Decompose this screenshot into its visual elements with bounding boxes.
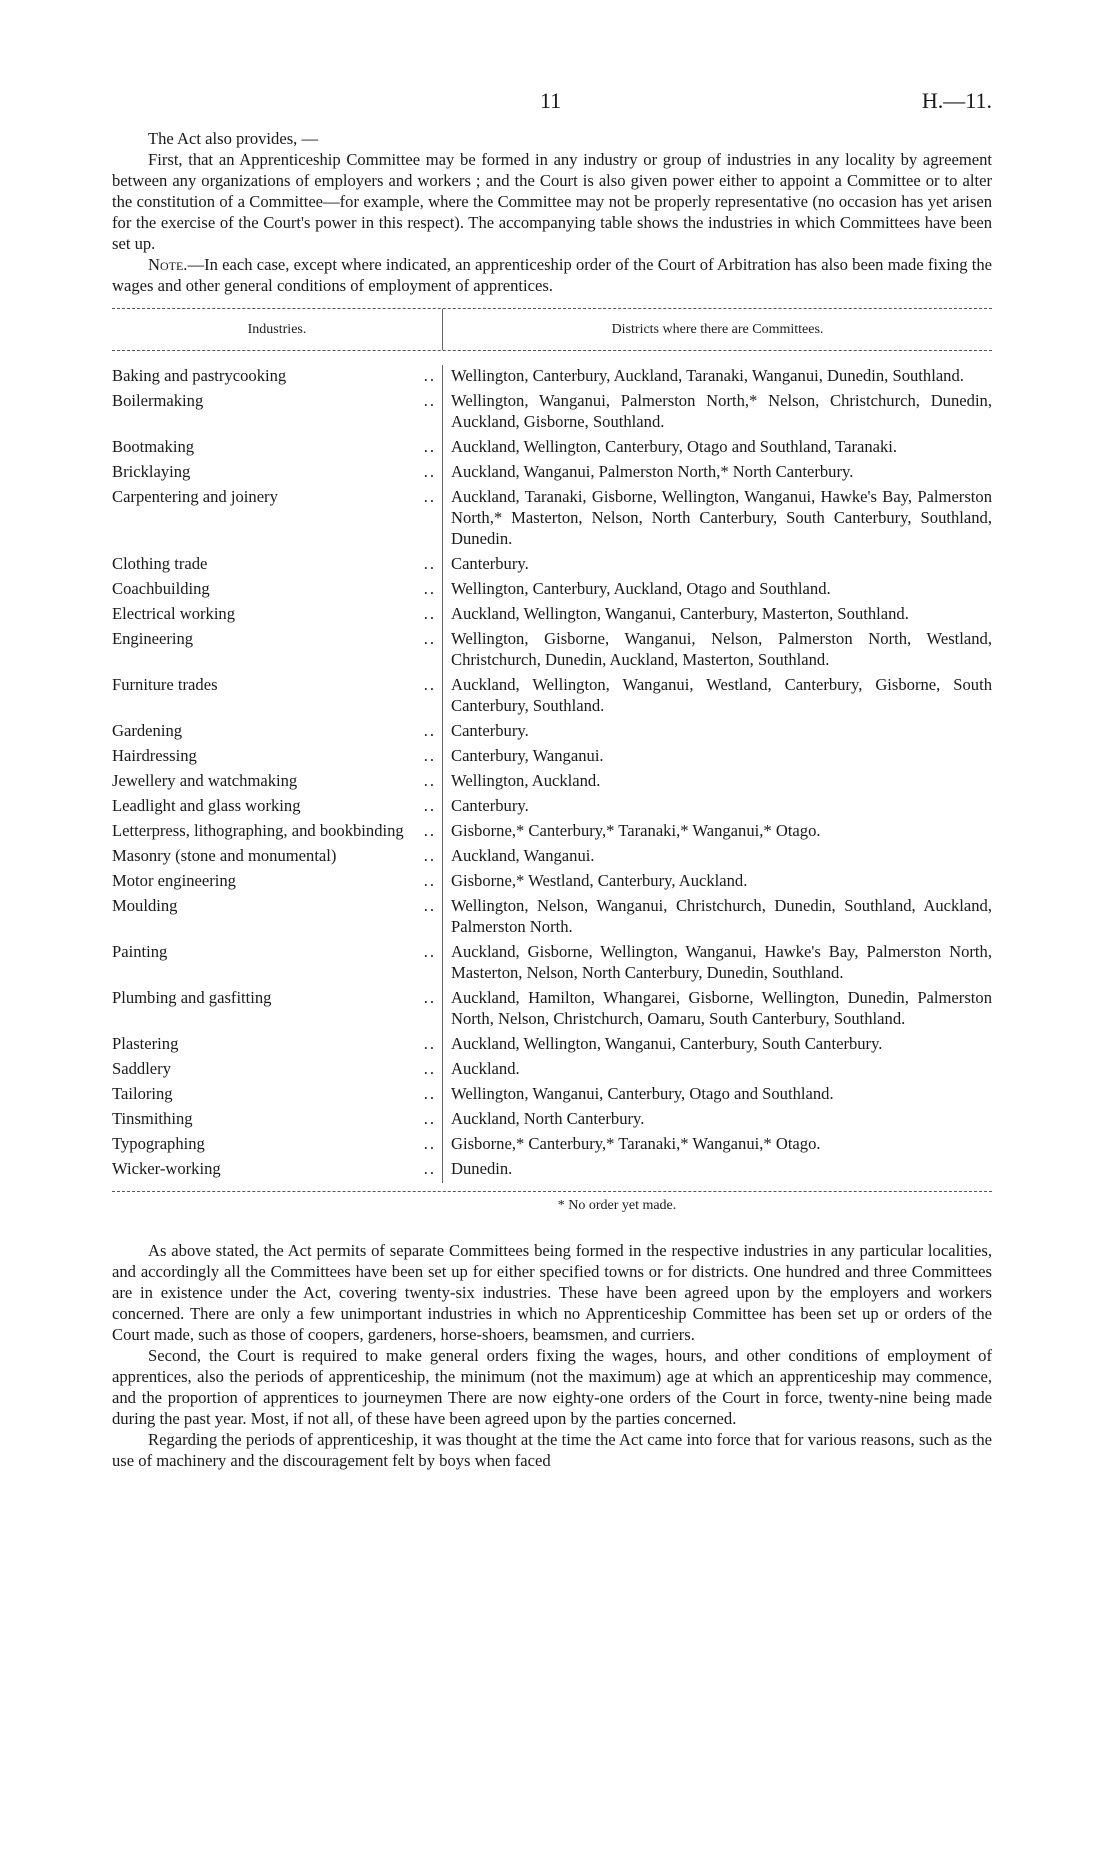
leader-dots: .. [423, 391, 436, 410]
industry-cell [112, 1058, 443, 1083]
leader-dots: .. [423, 796, 436, 815]
body-paragraph-1: As above stated, the Act permits of separate Committees being formed in the respective industries in any particular localities, and accordingly all the Committees have been set up for either specified towns or for districts. One hundred and three Committees are in existence under the Act, covering twenty-six industries. These have been agreed upon by the employers and workers concerned. There are only a few unimportant industries in which no Apprenticeship Committee has been set up or orders of the Court made, such as those of coopers, gardeners, horse-shoers, beamsmen, and curriers. [112, 1241, 992, 1344]
districts-cell: Auckland, Wellington, Wanganui, Westland, Canterbury, Gisborne, South Canterbury, Southland. [451, 675, 992, 715]
districts-cell: Gisborne,* Westland, Canterbury, Auckland. [451, 871, 748, 890]
industry-name: Tailoring [112, 1084, 173, 1103]
leader-dots: .. [423, 675, 436, 694]
districts-cell: Wellington, Canterbury, Auckland, Taranaki, Wanganui, Dunedin, Southland. [451, 366, 964, 385]
leader-dots: .. [423, 871, 436, 890]
table-row [112, 553, 992, 578]
districts-cell: Canterbury, Wanganui. [451, 746, 604, 765]
leader-dots: .. [423, 437, 436, 456]
table-row [112, 1033, 992, 1058]
districts-cell: Wellington, Nelson, Wanganui, Christchurch, Dunedin, Southland, Auckland, Palmerston North. [451, 896, 992, 936]
table-row [112, 845, 992, 870]
leader-dots: .. [423, 1159, 436, 1178]
leader-dots: .. [423, 462, 436, 481]
table-row [112, 1108, 992, 1133]
table-row [112, 941, 992, 987]
industry-cell [112, 870, 443, 895]
table-row [112, 820, 992, 845]
districts-cell: Auckland, Wanganui. [451, 846, 595, 865]
industry-cell [112, 578, 443, 603]
table-header-rule [112, 350, 992, 351]
leader-dots: .. [423, 1134, 436, 1153]
industry-name: Bootmaking [112, 437, 195, 456]
industry-cell [112, 365, 443, 390]
industry-name: Coachbuilding [112, 579, 210, 598]
leader-dots: .. [423, 988, 436, 1007]
districts-cell: Wellington, Auckland. [451, 771, 601, 790]
leader-dots: .. [423, 554, 436, 573]
industry-name: Leadlight and glass working [112, 796, 301, 815]
industry-name: Gardening [112, 721, 183, 740]
districts-cell: Wellington, Gisborne, Wanganui, Nelson, Palmerston North, Westland, Christchurch, Dunedin, Auckland, Masterton, Southland. [451, 629, 992, 669]
districts-cell: Dunedin. [451, 1159, 513, 1178]
table-footnote: * No order yet made. [557, 1198, 677, 1213]
industry-name: Engineering [112, 629, 194, 648]
leader-dots: .. [423, 366, 436, 385]
table-row [112, 1058, 992, 1083]
industry-cell [112, 745, 443, 770]
industry-name: Baking and pastrycooking [112, 366, 287, 385]
industry-name: Hairdressing [112, 746, 197, 765]
districts-cell: Wellington, Wanganui, Canterbury, Otago and Southland. [451, 1084, 834, 1103]
leader-dots: .. [423, 896, 436, 915]
intro-first-paragraph: First, that an Apprenticeship Committee may be formed in any industry or group of industries in any locality by agreement between any organizations of employers and workers ; and the Court is also given power either to appoint a Committee or to alter the constitution of a Committee—for example, where the Committee may not be properly representative (no occasion has yet arisen for the exercise of the Court's power in this respect). The accompanying table shows the industries in which Committees have been set up. [112, 150, 992, 253]
industry-cell [112, 486, 443, 553]
industry-name: Wicker-working [112, 1159, 221, 1178]
industry-name: Tinsmithing [112, 1109, 193, 1128]
table-bottom-rule [112, 1191, 992, 1192]
industry-cell [112, 461, 443, 486]
industry-name: Painting [112, 942, 168, 961]
industry-cell [112, 1108, 443, 1133]
industry-name: Letterpress, lithographing, and bookbinding [112, 821, 404, 840]
leader-dots: .. [423, 771, 436, 790]
districts-cell: Canterbury. [451, 721, 529, 740]
table-row [112, 486, 992, 553]
districts-cell: Auckland, Wanganui, Palmerston North,* North Canterbury. [451, 462, 854, 481]
industry-cell [112, 603, 443, 628]
industry-cell [112, 987, 443, 1033]
leader-dots: .. [423, 629, 436, 648]
body-paragraph-3: Regarding the periods of apprenticeship, it was thought at the time the Act came into force that for various reasons, such as the use of machinery and the discouragement felt by boys when faced [112, 1430, 992, 1470]
industry-cell [112, 1033, 443, 1058]
industry-cell [112, 895, 443, 941]
table-row [112, 770, 992, 795]
table-row [112, 365, 992, 390]
districts-column-header: Districts where there are Committees. [611, 322, 824, 337]
leader-dots: .. [423, 1059, 436, 1078]
table-row [112, 578, 992, 603]
table-row [112, 1083, 992, 1108]
body-paragraph-2: Second, the Court is required to make general orders fixing the wages, hours, and other conditions of employment of apprentices, also the periods of apprenticeship, the minimum (not the maximum) age at which an apprenticeship may commence, and the proportion of apprentices to journeymen There are now eighty-one orders of the Court in force, twenty-nine being made during the past year. Most, if not all, of these have been agreed upon by the parties concerned. [112, 1346, 992, 1428]
industry-cell [112, 436, 443, 461]
districts-cell: Auckland, Taranaki, Gisborne, Wellington, Wanganui, Hawke's Bay, Palmerston North,* Masterton, Nelson, North Canterbury, South Canterbury, Southland, Dunedin. [451, 487, 992, 548]
industry-cell [112, 390, 443, 436]
industry-cell [112, 553, 443, 578]
note-label: Note. [148, 255, 188, 274]
industry-name: Boilermaking [112, 391, 204, 410]
districts-cell: Auckland, Hamilton, Whangarei, Gisborne, Wellington, Dunedin, Palmerston North, Nelson, Christchurch, Oamaru, South Canterbury, Southland. [451, 988, 992, 1028]
table-row [112, 987, 992, 1033]
table-row [112, 390, 992, 436]
districts-cell: Canterbury. [451, 554, 529, 573]
industry-name: Plumbing and gasfitting [112, 988, 272, 1007]
districts-cell: Auckland, North Canterbury. [451, 1109, 645, 1128]
industry-name: Bricklaying [112, 462, 191, 481]
document-reference: H.—11. [921, 88, 992, 113]
districts-cell: Gisborne,* Canterbury,* Taranaki,* Wanganui,* Otago. [451, 821, 821, 840]
leader-dots: .. [423, 579, 436, 598]
table-row [112, 603, 992, 628]
industry-name: Clothing trade [112, 554, 208, 573]
committees-table [112, 309, 992, 1183]
districts-cell: Gisborne,* Canterbury,* Taranaki,* Wanganui,* Otago. [451, 1134, 821, 1153]
leader-dots: .. [423, 1109, 436, 1128]
districts-cell: Auckland, Wellington, Wanganui, Canterbury, Masterton, Southland. [451, 604, 909, 623]
districts-cell: Auckland. [451, 1059, 520, 1078]
industry-name: Furniture trades [112, 675, 218, 694]
intro-note [112, 254, 992, 296]
table-row [112, 720, 992, 745]
industry-name: Plastering [112, 1034, 179, 1053]
table-row [112, 436, 992, 461]
industry-name: Moulding [112, 896, 178, 915]
industry-cell [112, 820, 443, 845]
table-body [112, 365, 992, 1183]
leader-dots: .. [423, 487, 436, 506]
page-header [112, 88, 992, 128]
industry-cell [112, 795, 443, 820]
districts-cell: Auckland, Wellington, Canterbury, Otago and Southland, Taranaki. [451, 437, 898, 456]
page-number: 11 [540, 88, 562, 113]
industry-name: Saddlery [112, 1059, 171, 1078]
industry-cell [112, 845, 443, 870]
leader-dots: .. [423, 1034, 436, 1053]
table-row [112, 1158, 992, 1183]
industry-cell [112, 1083, 443, 1108]
table-row [112, 745, 992, 770]
industry-name: Carpentering and joinery [112, 487, 278, 506]
note-text: —In each case, except where indicated, an apprenticeship order of the Court of Arbitration has also been made fixing the wages and other general conditions of employment of apprentices. [112, 255, 992, 295]
table-row [112, 674, 992, 720]
districts-cell: Canterbury. [451, 796, 529, 815]
table-row [112, 870, 992, 895]
document-page [112, 88, 992, 1471]
leader-dots: .. [423, 846, 436, 865]
industry-name: Jewellery and watchmaking [112, 771, 298, 790]
districts-cell: Wellington, Wanganui, Palmerston North,* Nelson, Christchurch, Dunedin, Auckland, Gisborne, Southland. [451, 391, 992, 431]
leader-dots: .. [423, 721, 436, 740]
industry-cell [112, 628, 443, 674]
leader-dots: .. [423, 746, 436, 765]
leader-dots: .. [423, 821, 436, 840]
industry-name: Electrical working [112, 604, 236, 623]
districts-cell: Auckland, Gisborne, Wellington, Wanganui, Hawke's Bay, Palmerston North, Masterton, Nelson, North Canterbury, Dunedin, Southland. [451, 942, 992, 982]
industry-cell [112, 770, 443, 795]
table-row [112, 1133, 992, 1158]
industry-name: Motor engineering [112, 871, 236, 890]
leader-dots: .. [423, 942, 436, 961]
industry-cell [112, 720, 443, 745]
industry-name: Typographing [112, 1134, 205, 1153]
districts-cell: Wellington, Canterbury, Auckland, Otago and Southland. [451, 579, 831, 598]
industry-cell [112, 941, 443, 987]
industry-cell [112, 1158, 443, 1183]
industry-cell [112, 1133, 443, 1158]
industry-cell [112, 674, 443, 720]
industry-name: Masonry (stone and monumental) [112, 846, 337, 865]
intro-lead: The Act also provides, — [148, 129, 319, 148]
table-row [112, 628, 992, 674]
table-header-row [112, 309, 992, 350]
table-row [112, 461, 992, 486]
industries-column-header: Industries. [112, 309, 443, 350]
leader-dots: .. [423, 1084, 436, 1103]
districts-cell: Auckland, Wellington, Wanganui, Canterbury, South Canterbury. [451, 1034, 883, 1053]
table-row [112, 895, 992, 941]
table-row [112, 795, 992, 820]
leader-dots: .. [423, 604, 436, 623]
